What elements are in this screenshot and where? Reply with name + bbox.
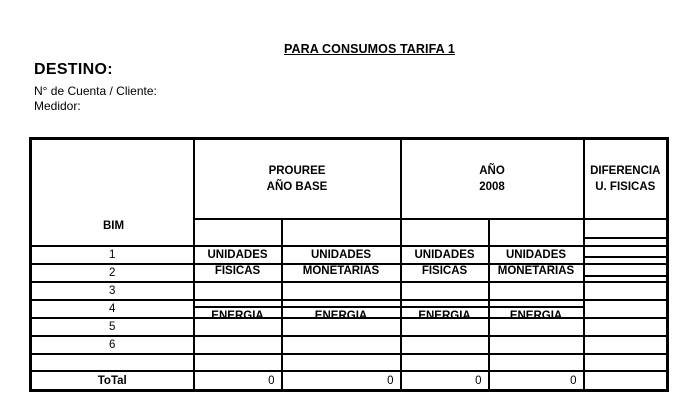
year-label: 2008 [479, 181, 505, 194]
energia-header-1: ENERGIA [194, 307, 282, 390]
unidades-label: UNIDADES [505, 249, 567, 262]
input-cell[interactable] [401, 336, 489, 354]
energia-header-2: ENERGIA [282, 307, 401, 390]
input-cell[interactable] [401, 282, 489, 300]
monetarias-label: MONETARIAS [497, 265, 575, 278]
input-cell[interactable] [489, 318, 584, 336]
ano-label: AÑO [479, 165, 505, 178]
bim-label: BIM [102, 220, 125, 232]
input-cell[interactable] [401, 318, 489, 336]
form-title: PARA CONSUMOS TARIFA 1 [284, 42, 455, 56]
total-row [31, 371, 668, 390]
bim-cell: 6 [31, 336, 194, 354]
input-cell[interactable] [282, 318, 401, 336]
table-row [31, 246, 668, 264]
input-cell[interactable] [584, 282, 668, 300]
input-cell[interactable] [282, 246, 401, 264]
unidades-label: UNIDADES [414, 249, 475, 262]
input-cell[interactable] [401, 354, 489, 371]
input-cell[interactable] [194, 264, 282, 282]
prouree-label: PROUREE [268, 165, 326, 178]
monetarias-label: MONETARIAS [302, 265, 380, 278]
unidades-label: UNIDADES [207, 249, 268, 262]
input-cell[interactable] [282, 354, 401, 371]
input-cell[interactable] [489, 264, 584, 282]
input-cell[interactable] [194, 318, 282, 336]
table-row [31, 300, 668, 318]
input-cell[interactable] [282, 282, 401, 300]
bim-cell: 5 [31, 318, 194, 336]
input-cell[interactable] [401, 246, 489, 264]
unidades-label: UNIDADES [310, 249, 372, 262]
input-cell[interactable] [282, 300, 401, 318]
input-cell[interactable] [489, 354, 584, 371]
total-fisicas-base: 0 [194, 371, 282, 390]
input-cell[interactable] [489, 300, 584, 318]
input-cell[interactable] [584, 318, 668, 336]
table-row [31, 282, 668, 300]
prouree-header [194, 139, 401, 220]
total-label: ToTal [31, 371, 194, 390]
input-cell[interactable] [584, 300, 668, 318]
input-cell[interactable] [282, 264, 401, 282]
bim-cell: 2 [31, 264, 194, 282]
medidor-label: Medidor: [34, 99, 81, 113]
input-cell[interactable] [489, 246, 584, 264]
input-cell[interactable] [584, 336, 668, 354]
input-cell[interactable] [489, 282, 584, 300]
bim-cell: 3 [31, 282, 194, 300]
input-cell[interactable] [584, 264, 668, 282]
total-fisicas-2008: 0 [401, 371, 489, 390]
destino-label: DESTINO: [34, 61, 113, 78]
total-monetarias-base: 0 [282, 371, 401, 390]
ano-base-label: AÑO BASE [266, 181, 328, 194]
bim-rows-table [29, 245, 669, 392]
table-row [31, 336, 668, 354]
energia-header-4: ENERGIA [489, 307, 584, 390]
table-row [31, 264, 668, 282]
input-cell[interactable] [584, 246, 668, 264]
diferencia-header [584, 139, 668, 220]
fisicas-label: FISICAS [214, 265, 261, 278]
diferencia-slot [585, 220, 667, 239]
bim-cell: 1 [31, 246, 194, 264]
u-fisicas-label: U. FISICAS [595, 181, 656, 194]
diferencia-label: DIFERENCIA [590, 165, 661, 178]
table-row [31, 354, 668, 371]
ano-header [401, 139, 584, 220]
total-monetarias-2008: 0 [489, 371, 584, 390]
input-cell[interactable] [401, 264, 489, 282]
input-cell[interactable] [194, 300, 282, 318]
input-cell[interactable] [194, 354, 282, 371]
bim-cell: 4 [31, 300, 194, 318]
input-cell[interactable] [194, 336, 282, 354]
input-cell[interactable] [282, 336, 401, 354]
table-row [31, 318, 668, 336]
input-cell[interactable] [401, 300, 489, 318]
input-cell[interactable] [194, 282, 282, 300]
cuenta-cliente-label: N° de Cuenta / Cliente: [34, 84, 157, 98]
fisicas-label: FISICAS [421, 265, 468, 278]
input-cell[interactable] [489, 336, 584, 354]
input-cell[interactable] [194, 246, 282, 264]
total-diferencia [584, 371, 668, 390]
blank-cell [31, 354, 194, 371]
energia-header-3: ENERGIA [401, 307, 489, 390]
input-cell[interactable] [584, 354, 668, 371]
